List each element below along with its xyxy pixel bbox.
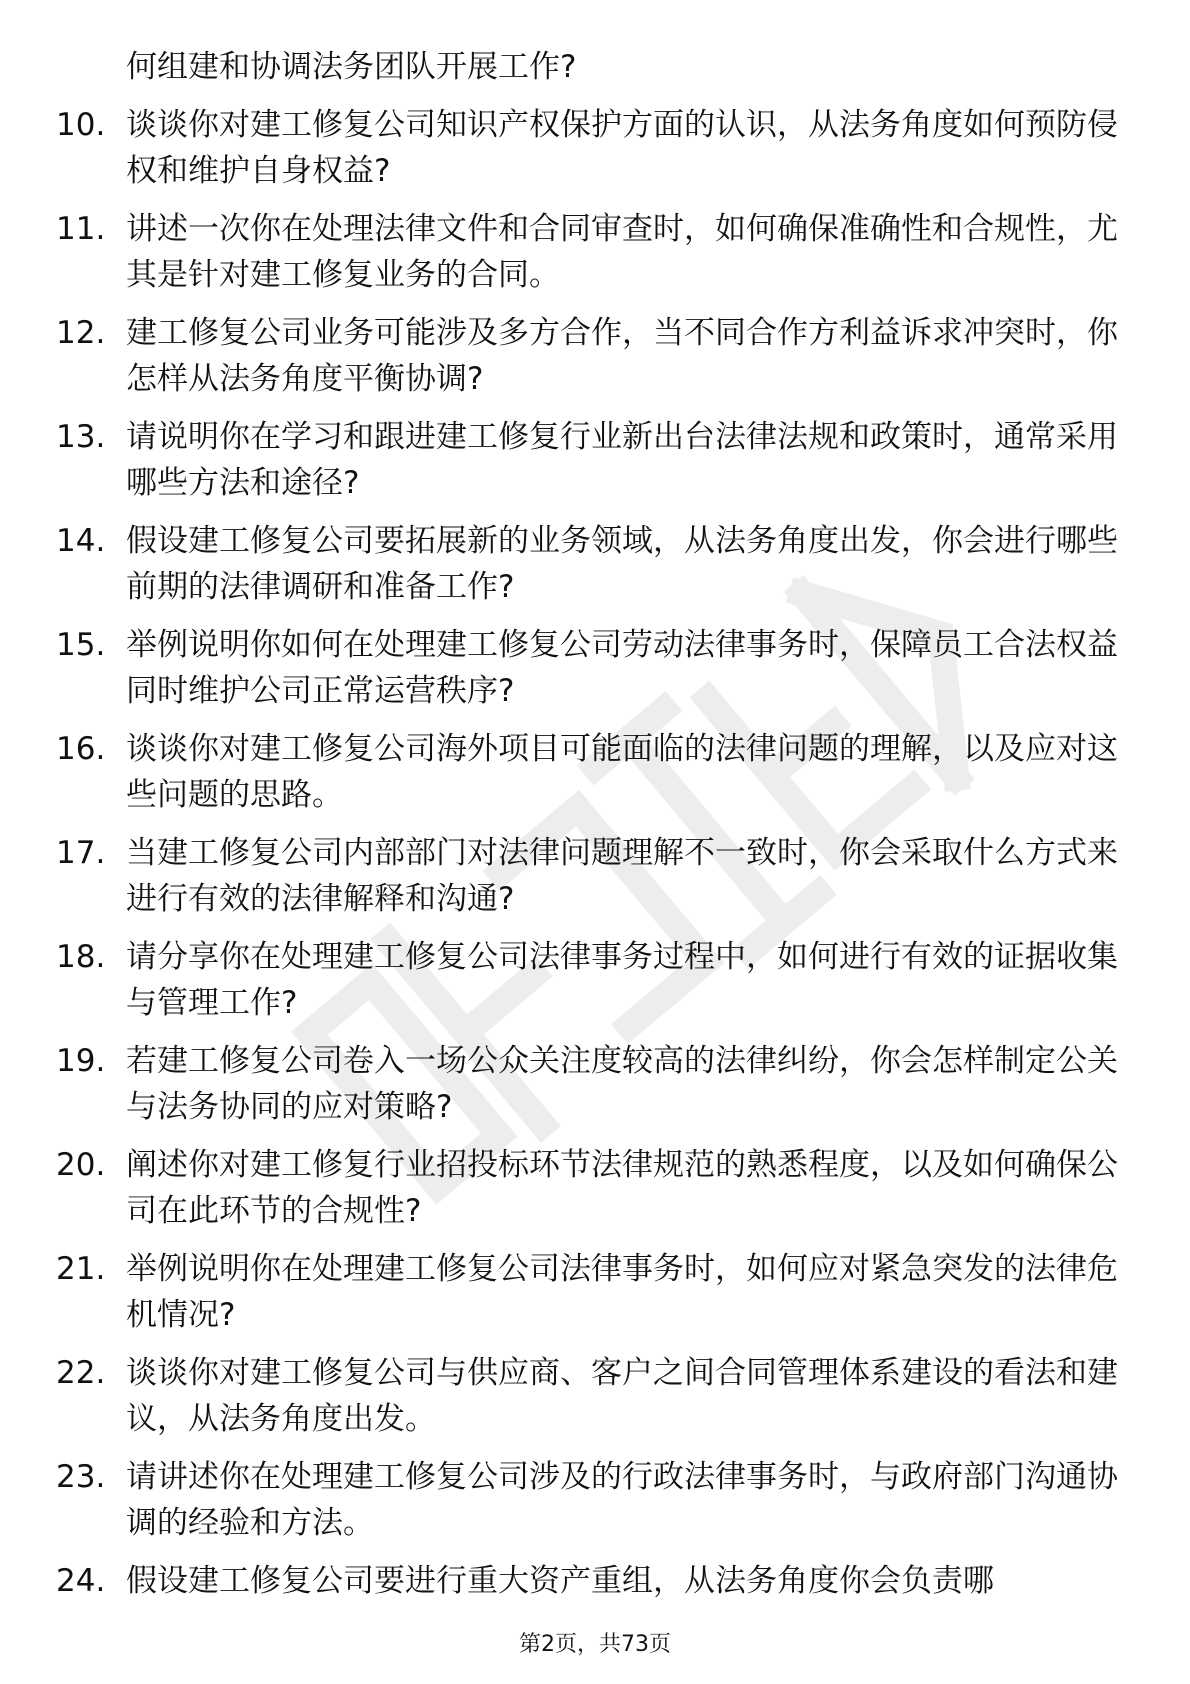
question-text: 讲述一次你在处理法律文件和合同审查时，如何确保准确性和合规性，尤其是针对建工修复业务的合同。 <box>126 211 1118 293</box>
list-item <box>56 622 1136 714</box>
question-number: 23. <box>56 1459 106 1495</box>
question-text: 谈谈你对建工修复公司与供应商、客户之间合同管理体系建设的看法和建议，从法务角度出发。 <box>126 1355 1118 1437</box>
question-text: 当建工修复公司内部部门对法律问题理解不一致时，你会采取什么方式来进行有效的法律解释和沟通? <box>126 835 1118 917</box>
list-item <box>56 414 1136 506</box>
list-item <box>56 1454 1136 1546</box>
list-item <box>56 1142 1136 1234</box>
question-number: 24. <box>56 1563 106 1599</box>
question-number: 11. <box>56 211 106 247</box>
list-item <box>56 206 1136 298</box>
list-item <box>56 1246 1136 1338</box>
question-number: 22. <box>56 1355 106 1391</box>
question-text: 举例说明你如何在处理建工修复公司劳动法律事务时，保障员工合法权益同时维护公司正常运营秩序? <box>126 627 1118 709</box>
question-number: 18. <box>56 939 106 975</box>
list-item <box>56 934 1136 1026</box>
question-number: 15. <box>56 627 106 663</box>
list-item <box>56 102 1136 194</box>
question-text: 建工修复公司业务可能涉及多方合作，当不同合作方利益诉求冲突时，你怎样从法务角度平衡协调? <box>126 315 1118 397</box>
question-number: 19. <box>56 1043 106 1079</box>
question-text: 请说明你在学习和跟进建工修复行业新出台法律法规和政策时，通常采用哪些方法和途径? <box>126 419 1118 501</box>
list-item <box>56 1558 1136 1604</box>
list-item <box>56 310 1136 402</box>
question-number: 17. <box>56 835 106 871</box>
question-number: 16. <box>56 731 106 767</box>
list-item <box>56 1038 1136 1130</box>
question-text: 请分享你在处理建工修复公司法律事务过程中，如何进行有效的证据收集与管理工作? <box>126 939 1118 1021</box>
continued-question-text: 何组建和协调法务团队开展工作? <box>126 49 577 85</box>
question-list <box>56 44 1136 1616</box>
question-number: 14. <box>56 523 106 559</box>
question-text: 谈谈你对建工修复公司知识产权保护方面的认识，从法务角度如何预防侵权和维护自身权益? <box>126 107 1118 189</box>
question-number: 21. <box>56 1251 106 1287</box>
question-number: 20. <box>56 1147 106 1183</box>
question-text: 若建工修复公司卷入一场公众关注度较高的法律纠纷，你会怎样制定公关与法务协同的应对策略? <box>126 1043 1118 1125</box>
list-item <box>56 1350 1136 1442</box>
list-item <box>56 726 1136 818</box>
question-number: 12. <box>56 315 106 351</box>
question-number: 10. <box>56 107 106 143</box>
question-text: 假设建工修复公司要拓展新的业务领域，从法务角度出发，你会进行哪些前期的法律调研和准备工作? <box>126 523 1118 605</box>
question-text: 阐述你对建工修复行业招投标环节法律规范的熟悉程度，以及如何确保公司在此环节的合规性? <box>126 1147 1118 1229</box>
question-text: 请讲述你在处理建工修复公司涉及的行政法律事务时，与政府部门沟通协调的经验和方法。 <box>126 1459 1118 1541</box>
list-item <box>56 830 1136 922</box>
question-number: 13. <box>56 419 106 455</box>
question-text: 假设建工修复公司要进行重大资产重组，从法务角度你会负责哪 <box>126 1563 994 1599</box>
question-text: 谈谈你对建工修复公司海外项目可能面临的法律问题的理解，以及应对这些问题的思路。 <box>126 731 1118 813</box>
page-number-footer: 第2页，共73页 <box>519 1632 671 1657</box>
list-item <box>56 518 1136 610</box>
question-text: 举例说明你在处理建工修复公司法律事务时，如何应对紧急突发的法律危机情况? <box>126 1251 1118 1333</box>
